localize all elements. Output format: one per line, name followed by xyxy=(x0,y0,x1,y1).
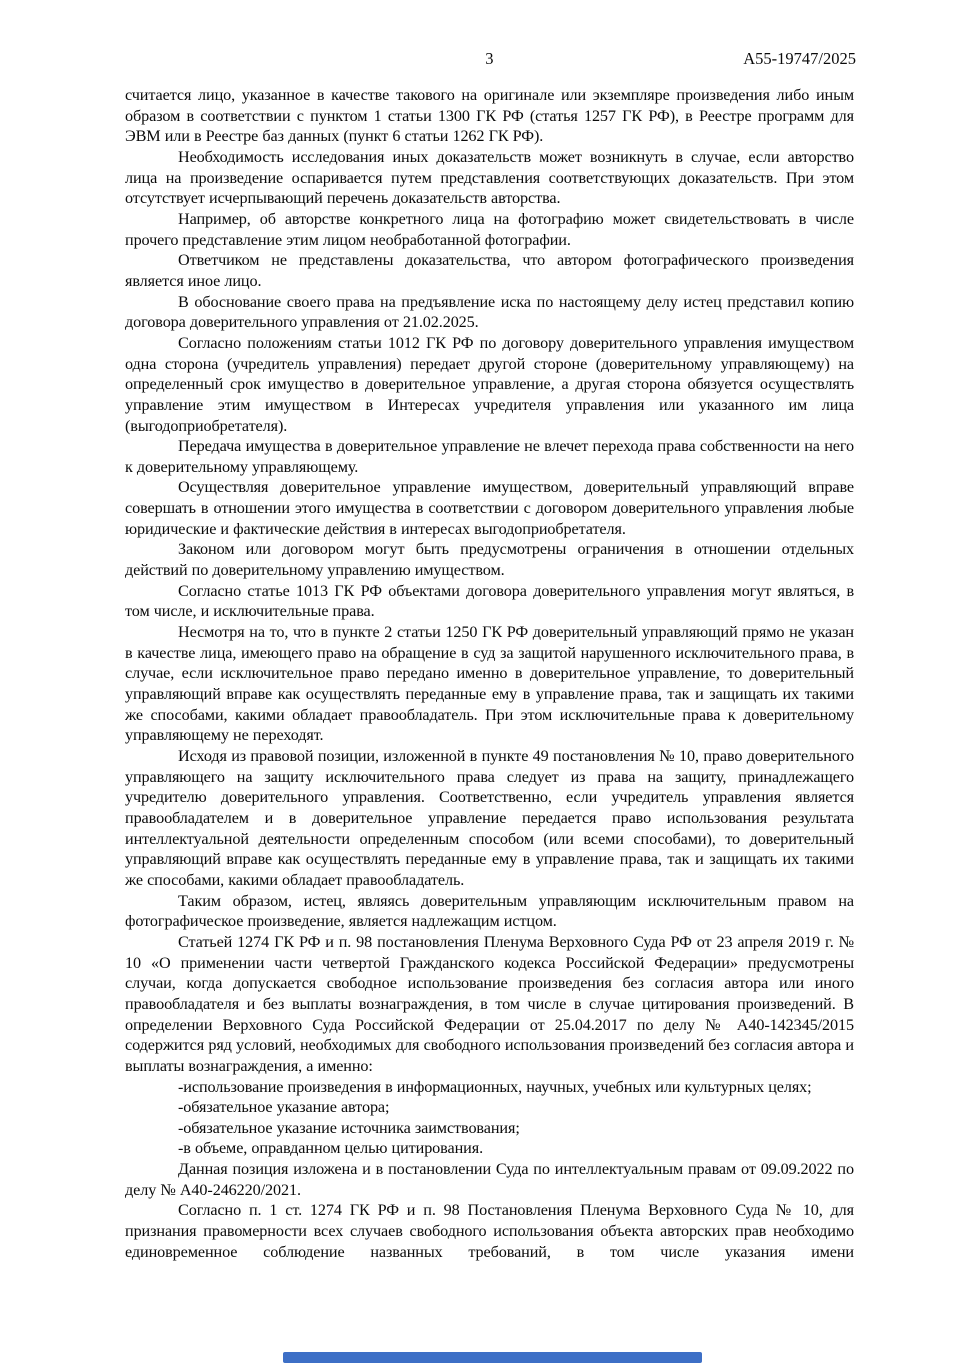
document-body xyxy=(125,85,854,1262)
paragraph: -в объеме, оправданном целью цитирования. xyxy=(178,1139,484,1158)
paragraph: Законом или договором могут быть предусмотрены ограничения в отношении отдельных действий по доверительному управлению имуществом. xyxy=(125,540,854,580)
paragraph: Согласно п. 1 ст. 1274 ГК РФ и п. 98 Постановления Пленума Верховного Суда № 10, для признания правомерности всех случаев свободного использования объекта авторских прав необходимо единовременное соблюдение названных требований, в том числе указания имени xyxy=(125,1201,854,1261)
paragraph: Передача имущества в доверительное управление не влечет перехода права собственности на него к доверительному управляющему. xyxy=(125,437,854,476)
paragraph: Несмотря на то, что в пункте 2 статьи 1250 ГК РФ доверительный управляющий прямо не указан в качестве лица, имеющего право на обращение в суд за защитой нарушенного исключительного права, в случае, если исключительное право передано именно в доверительное управление, то доверительный управляющий вправе как осуществлять переданные ему в управление права, так и защищать их такими же способами, какими обладает правообладатель. При этом исключительные права к доверительному управляющему не переходят. xyxy=(125,623,854,745)
paragraph: Статьей 1274 ГК РФ и п. 98 постановления Пленума Верховного Суда РФ от 23 апреля 2019 г. № 10 «О применении части четвертой Гражданского кодекса Российской Федерации» предусмотрены случаи, когда допускается свободное использование произведения без согласия автора или иного правообладателя и без выплаты вознаграждения, в том числе в случае цитирования произведений. В определении Верховного Суда Российской Федерации от 25.04.2017 по делу № А40-142345/2015 содержится ряд условий, необходимых для свободного использования произведений без согласия автора и выплаты вознаграждения, а именно: xyxy=(125,932,854,1075)
paragraph: Исходя из правовой позиции, изложенной в пункте 49 постановления № 10, право доверительного управляющего на защиту исключительного права следует из права на защиту, принадлежащего учредителю доверительного управления. Соответственно, если учредитель управления является правообладателем и в доверительное управление передается право использования результата интеллектуальной деятельности определенным способом (или всеми способами), то доверительный управляющий вправе как осуществлять переданные ему в управление права, так и защищать их такими же способами, какими обладает правообладатель. xyxy=(125,747,854,889)
paragraph: Таким образом, истец, являясь доверительным управляющим исключительным правом на фотографическое произведение, является надлежащим истцом. xyxy=(125,891,854,931)
page-number: 3 xyxy=(485,49,494,68)
paragraph: Осуществляя доверительное управление имуществом, доверительный управляющий вправе совершать в отношении этого имущества в соответствии с договором доверительного управления любые юридические и фактические действия в интересах выгодоприобретателя. xyxy=(125,478,854,538)
paragraph: Например, об авторстве конкретного лица на фотографию может свидетельствовать в числе прочего представление этим лицом необработанной фотографии. xyxy=(125,209,854,249)
horizontal-scrollbar-thumb[interactable] xyxy=(283,1352,702,1363)
paragraph: Необходимость исследования иных доказательств может возникнуть в случае, если авторство лица на произведение оспаривается путем представления соответствующих доказательств. При этом отсутствует исчерпывающий перечень доказательств авторства. xyxy=(125,147,854,208)
paragraph: считается лицо, указанное в качестве такового на оригинале или экземпляре произведения либо иным образом в соответствии с пунктом 1 статьи 1300 ГК РФ (статья 1257 ГК РФ), в Реестре программ для ЭВМ или в Реестре баз данных (пункт 6 статьи 1262 ГК РФ). xyxy=(125,86,854,146)
paragraph: Согласно статье 1013 ГК РФ объектами договора доверительного управления могут являться, в том числе, и исключительные права. xyxy=(125,581,854,621)
paragraph: -обязательное указание автора; xyxy=(178,1098,390,1117)
paragraph: Данная позиция изложена и в постановлении Суда по интеллектуальным правам от 09.09.2022 по делу № А40-246220/2021. xyxy=(125,1160,854,1199)
paragraph: Согласно положениям статьи 1012 ГК РФ по договору доверительного управления имуществом одна сторона (учредитель управления) передает другой стороне (доверительному управляющему) на определенный срок имущество в доверительное управление, а другая сторона обязуется осуществлять управление этим имуществом в Интересах учредителя управления или указанного им лица (выгодоприобретателя). xyxy=(125,333,854,435)
paragraph: -использование произведения в информационных, научных, учебных или культурных целях; xyxy=(178,1077,812,1096)
paragraph: Ответчиком не представлены доказательства, что автором фотографического произведения является иное лицо. xyxy=(125,251,854,290)
paragraph: -обязательное указание источника заимствования; xyxy=(178,1118,520,1137)
page-header xyxy=(125,49,854,69)
case-number: А55-19747/2025 xyxy=(743,49,856,68)
paragraph: В обоснование своего права на предъявление иска по настоящему делу истец представил копию договора доверительного управления от 21.02.2025. xyxy=(125,292,854,332)
